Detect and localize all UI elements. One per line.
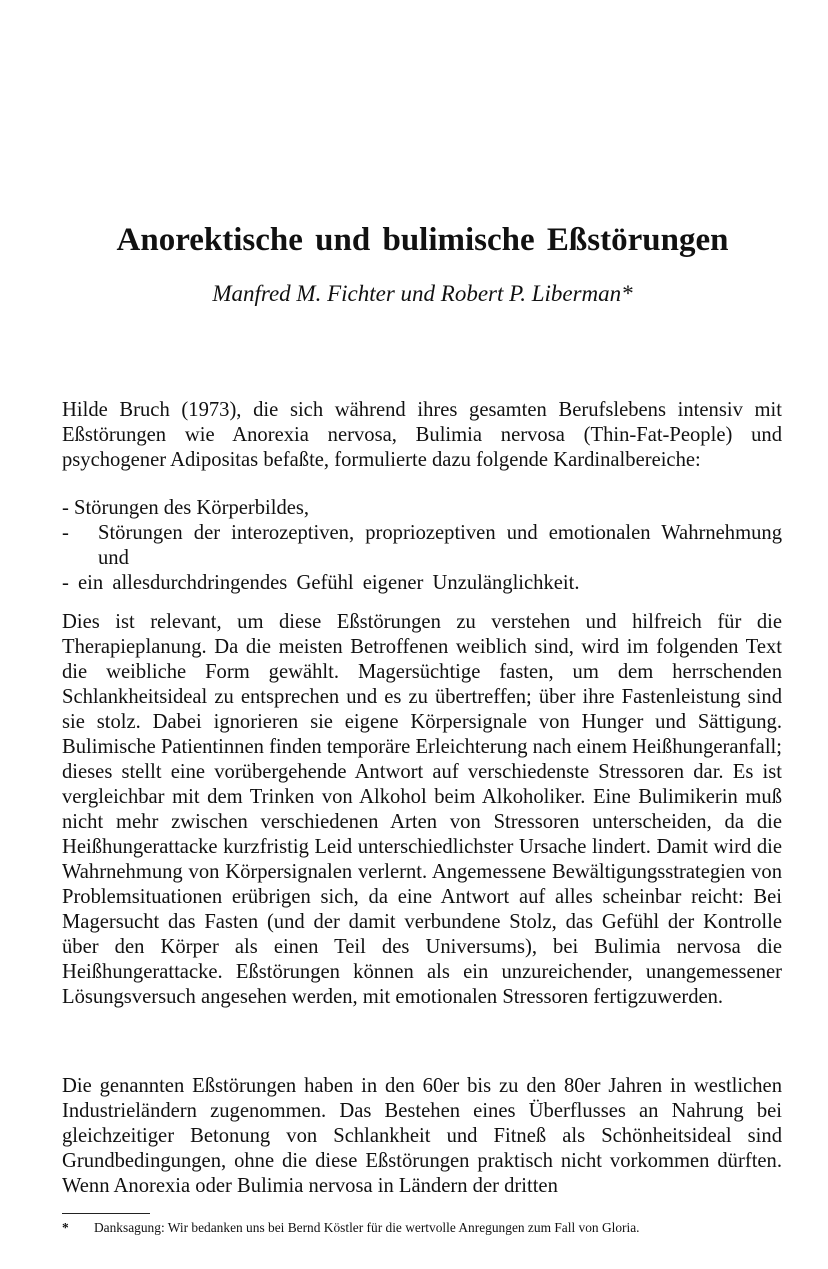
- list-item: [62, 521, 782, 571]
- footnote-mark: *: [62, 1220, 69, 1235]
- authors-line: Manfred M. Fichter und Robert P. Liberman*: [212, 281, 633, 306]
- body-paragraph-3: Die genannten Eßstörungen haben in den 60er bis zu den 80er Jahren in westlichen Industrieländern zugenommen. Das Bestehen eines Überflusses an Nahrung bei gleichzeitiger Betonung von Schlankheit und Fitneß als Schönheitsideal sind Grundbedingungen, ohne die diese Eßstörungen praktisch nicht vorkommen dürften. Wenn Anorexia oder Bulimia nervosa in Ländern der dritten: [62, 1075, 782, 1197]
- footnote-text: Danksagung: Wir bedanken uns bei Bernd Köstler für die wertvolle Anregungen zum Fall von Gloria.: [94, 1220, 640, 1235]
- list-item: - Störungen des Körperbildes,: [62, 497, 310, 519]
- list-item-text: Störungen der interozeptiven, propriozeptiven und emotionalen Wahrnehmung und: [98, 522, 782, 569]
- intro-paragraph: Hilde Bruch (1973), die sich während ihres gesamten Berufslebens intensiv mit Eßstörungen wie Anorexia nervosa, Bulimia nervosa (Thin-Fat-People) und psychogener Adipositas befaßte, formulierte dazu folgende Kardinalbereiche:: [62, 399, 782, 471]
- footnote: [62, 1219, 782, 1236]
- page-title: Anorektische und bulimische Eßstörungen: [116, 222, 729, 258]
- list-item: - ein allesdurchdringendes Gefühl eigener Unzulänglichkeit.: [62, 572, 580, 594]
- body-paragraph-2: Dies ist relevant, um diese Eßstörungen zu verstehen und hilfreich für die Therapieplanung. Da die meisten Betroffenen weiblich sind, wird im folgenden Text die weibliche Form gewählt. Magersüchtige fasten, um dem herrschenden Schlankheitsideal zu entsprechen und es zu übertreffen; über ihre Fastenleistung sind sie stolz. Dabei ignorieren sie eigene Körpersignale von Hunger und Sättigung. Bulimische Patientinnen finden temporäre Erleichterung nach einem Heißhungeranfall; dieses stellt eine vorübergehende Antwort auf verschiedenste Stressoren dar. Es ist vergleichbar mit dem Trinken von Alkohol beim Alkoholiker. Eine Bulimikerin muß nicht mehr zwischen verschiedenen Arten von Stressoren unterscheiden, da die Heißhungerattacke kurzfristig Leid unterschiedlichster Ursache lindert. Damit wird die Wahrnehmung von Körpersignalen verlernt. Angemessene Bewältigungsstrategien von Problemsituationen erübrigen sich, da eine Antwort auf alles scheinbar reicht: Bei Magersucht das Fasten (und der damit verbundene Stolz, das Gefühl der Kontrolle über den Körper als einen Teil des Universums), bei Bulimia nervosa die Heißhungerattacke. Eßstörungen können als ein unzureichender, unangemessener Lösungsversuch angesehen werden, mit emotionalen Stressoren fertigzuwerden.: [62, 611, 782, 1008]
- list-dash: -: [62, 522, 69, 544]
- cardinal-areas-list: [62, 496, 782, 596]
- footnote-rule: [62, 1213, 150, 1214]
